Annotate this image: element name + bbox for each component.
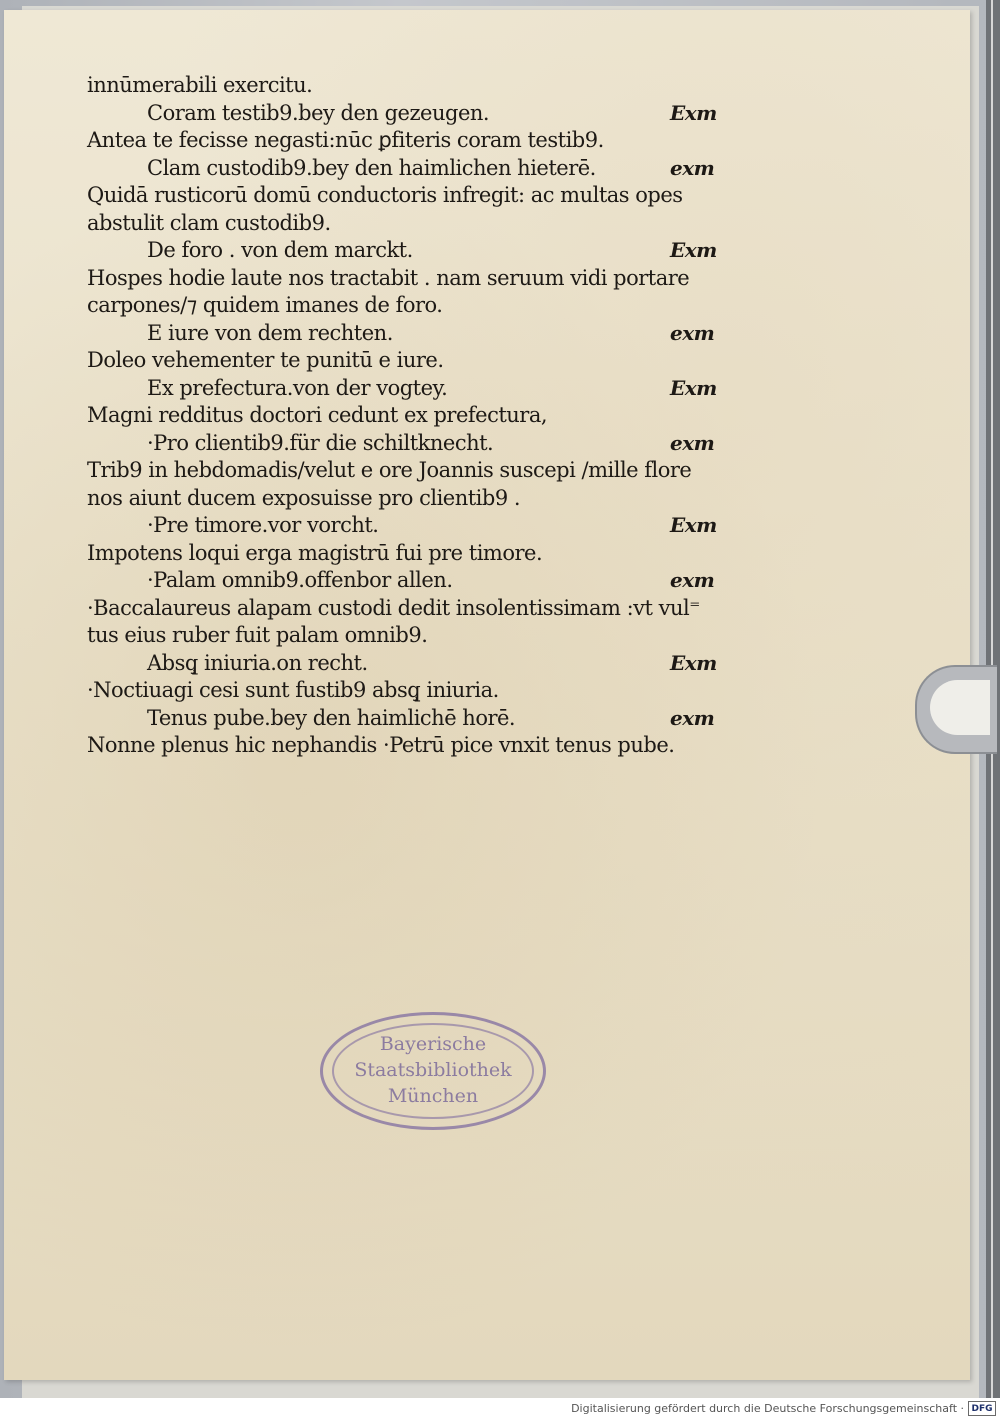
line-text: Clam custodib9.bey den haimlichen hieterē. (147, 155, 596, 180)
line-text: De foro . von dem marckt. (147, 238, 413, 262)
line-text: tus eius ruber fuit palam omnib9. (87, 623, 428, 647)
line-text: Ex prefectura.von der vogtey. (147, 375, 448, 400)
line-text: Magni redditus doctori cedunt ex prefectura, (87, 403, 548, 427)
line-text: Trib9 in hebdomadis/velut e ore Joannis suscepi /mille flore (87, 458, 692, 482)
text-line (87, 155, 747, 183)
text-line (87, 375, 747, 403)
text-line (87, 292, 747, 320)
margin-note: Exm (670, 375, 717, 400)
text-line (87, 677, 747, 705)
text-line (87, 237, 747, 265)
text-line (87, 540, 747, 568)
text-line (87, 265, 747, 293)
line-text: Hospes hodie laute nos tractabit . nam seruum vidi portare (87, 265, 690, 290)
line-text: Doleo vehementer te punitū e iure. (87, 348, 444, 372)
margin-note: Exm (670, 513, 717, 537)
line-text: Impotens loqui erga magistrū fui pre timore. (87, 540, 543, 565)
text-line (87, 430, 747, 458)
page-tab-clip-inner (930, 680, 990, 735)
stamp-line-2: Staatsbibliothek (354, 1059, 512, 1081)
stamp-line-1: Bayerische (379, 1033, 487, 1055)
text-line (87, 650, 747, 678)
line-text: ·Pre timore.vor vorcht. (147, 513, 379, 537)
library-stamp (320, 1012, 546, 1130)
text-line (87, 512, 747, 540)
text-line (87, 595, 747, 623)
line-text: Tenus pube.bey den haimlichē horē. (147, 705, 516, 730)
text-line (87, 347, 747, 375)
footer-bar (0, 1398, 1000, 1421)
page-text (87, 72, 747, 760)
text-line (87, 402, 747, 430)
margin-note: exm (670, 430, 715, 455)
stamp-line-3: München (387, 1085, 479, 1107)
text-line (87, 705, 747, 733)
line-text: abstulit clam custodib9. (87, 210, 331, 235)
margin-note: exm (670, 320, 715, 345)
margin-note: exm (670, 568, 715, 592)
line-text: Absq̧ iniuria.on recht. (147, 650, 368, 675)
line-text: carpones/⁊ quidem imanes de foro. (87, 293, 443, 317)
text-line (87, 567, 747, 595)
text-line (87, 622, 747, 650)
text-line (87, 210, 747, 238)
line-text: ·Baccalaureus alapam custodi dedit insolentissimam :vt vul⁼ (87, 595, 700, 620)
line-text: Quidā rusticorū domū conductoris infregit: ac multas opes (87, 183, 683, 207)
margin-note: exm (670, 705, 715, 730)
funding-credit: Digitalisierung gefördert durch die Deutsche Forschungsgemeinschaft · (571, 1402, 964, 1415)
line-text: ·Palam omnib9.offenbor allen. (147, 568, 453, 592)
dfg-logo: DFG (968, 1401, 996, 1416)
line-text: E iure von dem rechten. (147, 320, 393, 345)
text-line (87, 182, 747, 210)
line-text: innūmerabili exercitu. (87, 73, 313, 97)
margin-note: Exm (670, 100, 717, 125)
margin-note: exm (670, 155, 715, 180)
text-line (87, 127, 747, 155)
text-line (87, 457, 747, 485)
text-line (87, 72, 747, 100)
text-line (87, 732, 747, 760)
line-text: nos aiunt ducem exposuisse pro clientib9 . (87, 485, 521, 510)
line-text: Nonne plenus hic nephandis ·Petrū pice vnxit tenus pube. (87, 733, 675, 757)
margin-note: Exm (670, 238, 717, 262)
margin-note: Exm (670, 650, 717, 675)
text-line (87, 100, 747, 128)
line-text: ·Noctiuagi cesi sunt fustib9 absq̧ iniuria. (87, 678, 499, 702)
text-line (87, 320, 747, 348)
line-text: Antea te fecisse negasti:nūc ꝑfiteris coram testib9. (87, 128, 604, 152)
line-text: Coram testib9.bey den gezeugen. (147, 100, 490, 125)
text-line (87, 485, 747, 513)
line-text: ·Pro clientib9.für die schiltknecht. (147, 430, 494, 455)
